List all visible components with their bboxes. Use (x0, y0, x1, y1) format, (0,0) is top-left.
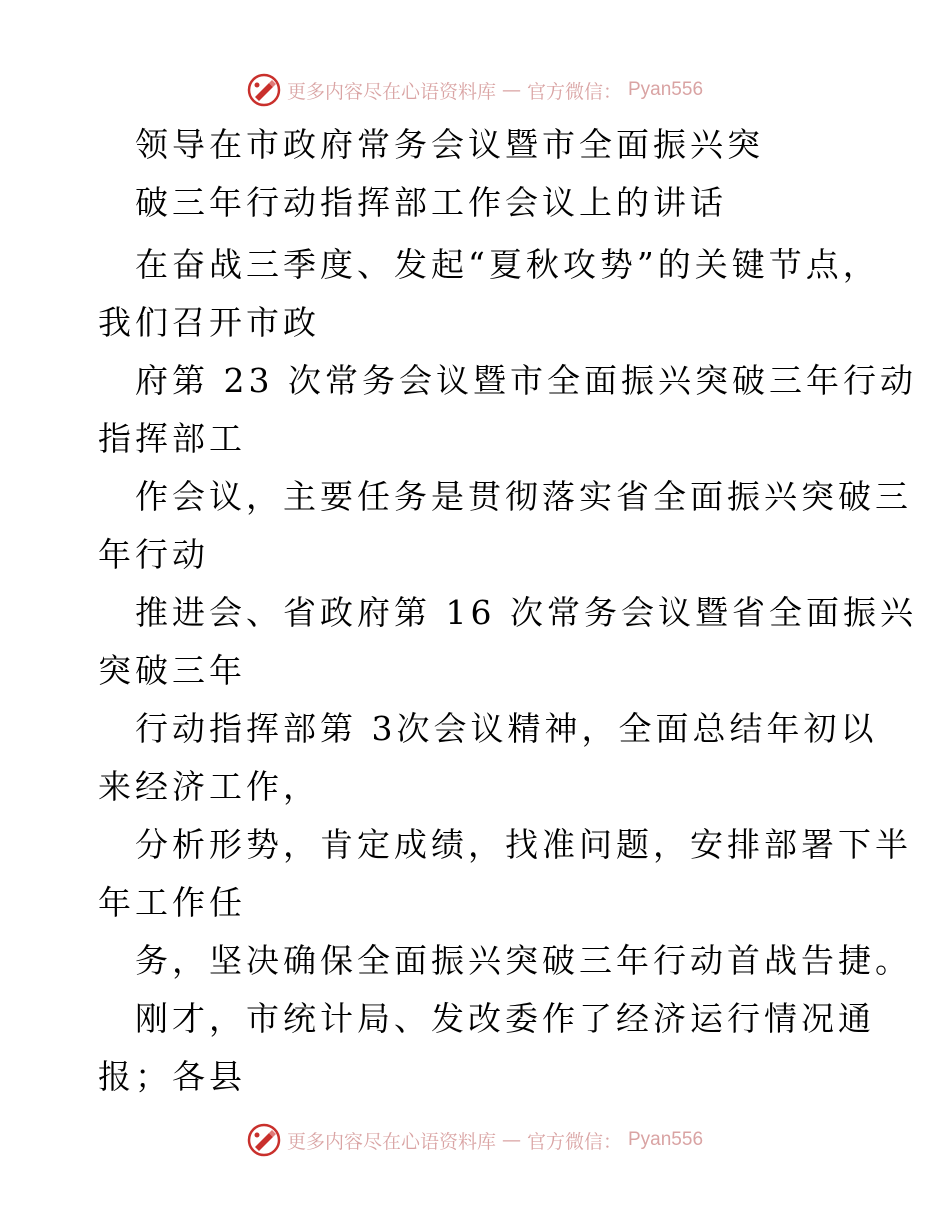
paragraph-line: 行动指挥部第 3次会议精神，全面总结年初以 (135, 709, 878, 748)
paragraph-line: 推进会、省政府第 16 次常务会议暨省全面振兴 (135, 593, 917, 632)
paragraph-line: 年行动 (98, 535, 209, 574)
paragraph-line: 指挥部工 (98, 419, 246, 458)
paragraph-line: 我们召开市政 (98, 303, 320, 342)
paragraph-line: 刚才，市统计局、发改委作了经济运行情况通 (135, 999, 875, 1038)
paragraph-line: 作会议，主要任务是贯彻落实省全面振兴突破三 (135, 477, 912, 516)
banner-wechat-label: 官方微信： (526, 1130, 622, 1153)
banner-separator: — (501, 1129, 521, 1151)
banner-separator: — (501, 79, 521, 101)
header-watermark-banner (0, 70, 950, 110)
banner-wechat-label: 官方微信： (526, 80, 622, 103)
title-line-2: 破三年行动指挥部工作会议上的讲话 (135, 183, 727, 222)
banner-wechat-id: Pyan556 (628, 79, 704, 100)
paragraph-line: 报；各县 (98, 1057, 246, 1096)
paragraph-line: 务，坚决确保全面振兴突破三年行动首战告捷。 (135, 941, 912, 980)
paragraph-line: 在奋战三季度、发起“夏秋攻势”的关键节点， (135, 245, 880, 284)
paragraph-line: 突破三年 (98, 651, 246, 690)
title-line-1: 领导在市政府常务会议暨市全面振兴突 (135, 125, 764, 164)
banner-wechat-id: Pyan556 (628, 1129, 704, 1150)
paragraph-line: 府第 23 次常务会议暨市全面振兴突破三年行动 (135, 361, 917, 400)
paragraph-line: 分析形势，肯定成绩，找准问题，安排部署下半 (135, 825, 912, 864)
logo-icon (247, 73, 281, 107)
paragraph-line: 来经济工作， (98, 767, 320, 806)
banner-text: 更多内容尽在心语资料库 (286, 1130, 496, 1153)
banner-text: 更多内容尽在心语资料库 (286, 80, 496, 103)
paragraph-line: 年工作任 (98, 883, 246, 922)
footer-watermark-banner (0, 1120, 950, 1160)
logo-icon (247, 1123, 281, 1157)
